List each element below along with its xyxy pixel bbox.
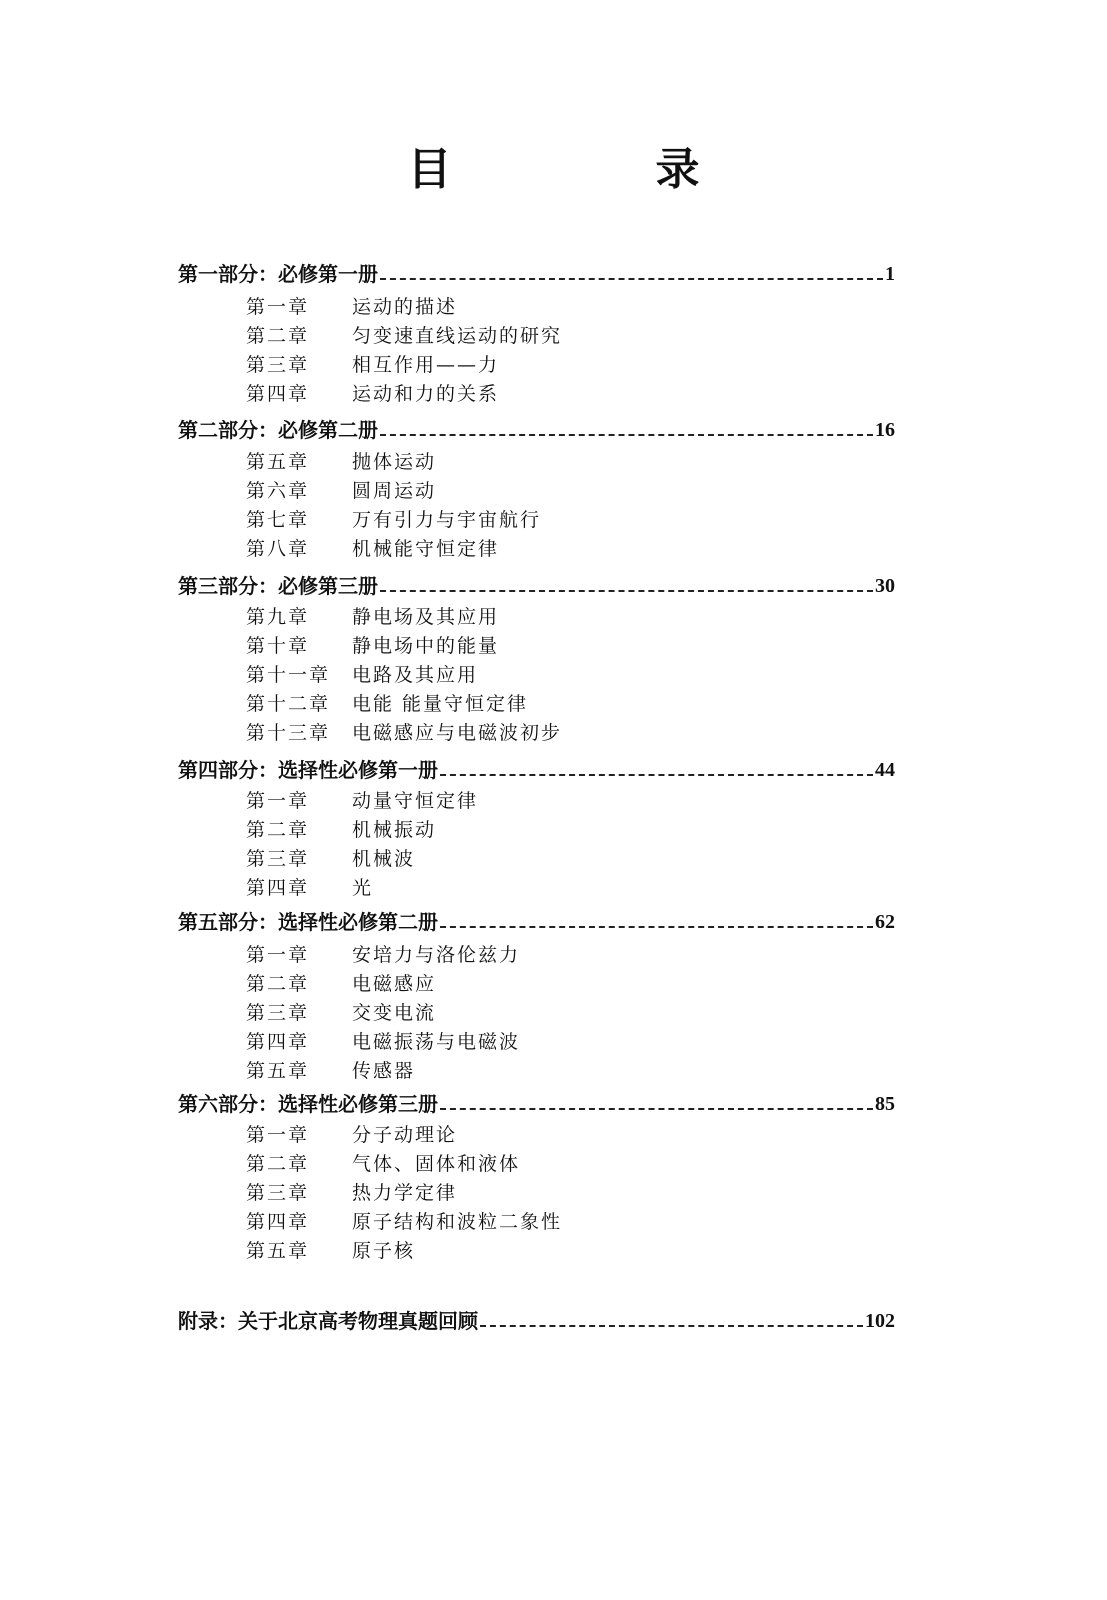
toc-chapter (246, 536, 499, 562)
toc-chapter (246, 1180, 457, 1206)
chapter-number: 第三章 (246, 1182, 310, 1204)
toc-chapter (246, 352, 499, 378)
chapter-number: 第四章 (246, 1031, 310, 1053)
chapter-title: 电路及其应用 (352, 664, 479, 686)
chapter-number: 第四章 (246, 877, 310, 899)
part-title: 第六部分：选择性必修第三册 (178, 1092, 438, 1116)
chapter-number: 第三章 (246, 1002, 310, 1024)
page-number: 44 (875, 759, 895, 781)
part-title: 第三部分：必修第三册 (178, 574, 378, 598)
toc-part-5 (178, 906, 895, 934)
chapter-number: 第一章 (246, 1124, 310, 1146)
toc-part-4 (178, 754, 895, 782)
page-number: 30 (875, 575, 895, 597)
toc-part-1 (178, 258, 895, 286)
chapter-number: 第九章 (246, 606, 310, 628)
chapter-title: 电磁感应与电磁波初步 (352, 722, 563, 744)
toc-chapter (246, 1151, 520, 1177)
chapter-title: 抛体运动 (352, 451, 437, 473)
toc-part-6 (178, 1088, 895, 1116)
part-title: 第四部分：选择性必修第一册 (178, 758, 438, 782)
chapter-number: 第四章 (246, 383, 310, 405)
toc-chapter (246, 1000, 436, 1026)
toc-chapter (246, 449, 436, 475)
toc-chapter (246, 1238, 415, 1264)
toc-chapter (246, 633, 499, 659)
dot-leader (380, 278, 883, 280)
toc-chapter (246, 604, 499, 630)
toc-chapter (246, 846, 415, 872)
chapter-number: 第二章 (246, 325, 310, 347)
page-number: 16 (875, 419, 895, 441)
chapter-title: 静电场及其应用 (352, 606, 500, 628)
toc-chapter (246, 817, 436, 843)
chapter-number: 第二章 (246, 819, 310, 841)
chapter-title: 原子核 (352, 1240, 416, 1262)
chapter-title: 光 (352, 877, 374, 899)
chapter-number: 第十一章 (246, 664, 331, 686)
chapter-title: 交变电流 (352, 1002, 437, 1024)
chapter-title: 电能 能量守恒定律 (352, 693, 529, 715)
chapter-number: 第二章 (246, 973, 310, 995)
chapter-number: 第一章 (246, 790, 310, 812)
part-title: 第五部分：选择性必修第二册 (178, 910, 438, 934)
chapter-title: 电磁振荡与电磁波 (352, 1031, 521, 1053)
chapter-title: 运动和力的关系 (352, 383, 500, 405)
toc-chapter (246, 720, 562, 746)
dot-leader (380, 434, 873, 436)
chapter-number: 第五章 (246, 1060, 310, 1082)
dot-leader (480, 1325, 863, 1327)
page-number: 102 (865, 1310, 895, 1332)
chapter-number: 第三章 (246, 354, 310, 376)
page-number: 1 (885, 263, 895, 285)
page-number: 62 (875, 911, 895, 933)
toc-chapter (246, 942, 520, 968)
chapter-number: 第十章 (246, 635, 310, 657)
toc-part-appendix (178, 1305, 895, 1333)
chapter-title: 电磁感应 (352, 973, 437, 995)
page-title: 目 录 (407, 144, 780, 195)
part-title: 附录：关于北京高考物理真题回顾 (178, 1309, 478, 1333)
toc-part-2 (178, 414, 895, 442)
dot-leader (440, 1108, 873, 1110)
dot-leader (440, 774, 873, 776)
chapter-number: 第四章 (246, 1211, 310, 1233)
chapter-title: 原子结构和波粒二象性 (352, 1211, 563, 1233)
toc-chapter (246, 294, 457, 320)
chapter-title: 机械波 (352, 848, 416, 870)
chapter-title: 圆周运动 (352, 480, 437, 502)
toc-chapter (246, 971, 436, 997)
toc-chapter (246, 875, 373, 901)
chapter-number: 第六章 (246, 480, 310, 502)
part-title: 第二部分：必修第二册 (178, 418, 378, 442)
chapter-title: 分子动理论 (352, 1124, 458, 1146)
chapter-title: 机械振动 (352, 819, 437, 841)
toc-chapter (246, 323, 562, 349)
toc-chapter (246, 1122, 457, 1148)
part-title: 第一部分：必修第一册 (178, 262, 378, 286)
chapter-title: 气体、固体和液体 (352, 1153, 521, 1175)
chapter-title: 安培力与洛伦兹力 (352, 944, 521, 966)
chapter-number: 第十二章 (246, 693, 331, 715)
chapter-title: 传感器 (352, 1060, 416, 1082)
chapter-number: 第五章 (246, 451, 310, 473)
dot-leader (380, 590, 873, 592)
chapter-number: 第一章 (246, 296, 310, 318)
chapter-title: 动量守恒定律 (352, 790, 479, 812)
chapter-title: 相互作用——力 (352, 354, 500, 376)
chapter-number: 第三章 (246, 848, 310, 870)
toc-chapter (246, 1029, 520, 1055)
toc-chapter (246, 1058, 415, 1084)
chapter-number: 第十三章 (246, 722, 331, 744)
dot-leader (440, 926, 873, 928)
toc-chapter (246, 507, 541, 533)
chapter-title: 机械能守恒定律 (352, 538, 500, 560)
toc-chapter (246, 478, 436, 504)
chapter-number: 第八章 (246, 538, 310, 560)
chapter-title: 热力学定律 (352, 1182, 458, 1204)
toc-chapter (246, 1209, 562, 1235)
chapter-number: 第一章 (246, 944, 310, 966)
chapter-number: 第七章 (246, 509, 310, 531)
toc-part-3 (178, 570, 895, 598)
toc-chapter (246, 788, 478, 814)
toc-chapter (246, 662, 478, 688)
chapter-title: 静电场中的能量 (352, 635, 500, 657)
chapter-title: 运动的描述 (352, 296, 458, 318)
page-number: 85 (875, 1093, 895, 1115)
toc-chapter (246, 381, 499, 407)
toc-chapter (246, 691, 528, 717)
chapter-number: 第二章 (246, 1153, 310, 1175)
chapter-number: 第五章 (246, 1240, 310, 1262)
chapter-title: 万有引力与宇宙航行 (352, 509, 542, 531)
chapter-title: 匀变速直线运动的研究 (352, 325, 563, 347)
